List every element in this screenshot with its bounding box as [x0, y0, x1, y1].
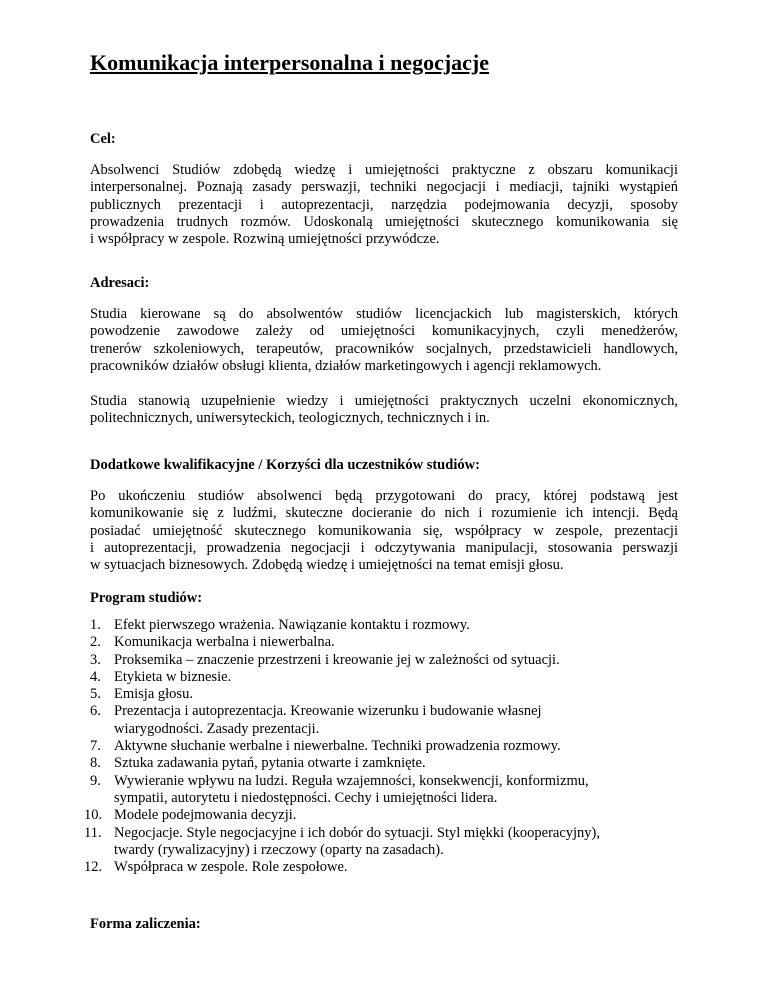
section-heading-adresaci: Adresaci:	[90, 275, 150, 291]
list-number: 1.	[90, 617, 101, 633]
list-number: 7.	[90, 738, 101, 755]
adresaci-paragraph-2	[90, 393, 678, 428]
paragraph-line: prowadzenia trudnych rozmów. Udoskonalą umiejętności skutecznego komunikowania się	[90, 213, 678, 230]
list-item-text: Proksemika – znaczenie przestrzeni i kreowanie jej w zależności od sytuacji.	[114, 651, 560, 668]
program-list	[84, 617, 680, 876]
section-heading-forma: Forma zaliczenia:	[90, 916, 201, 932]
cel-paragraph	[90, 162, 678, 248]
paragraph-line: i autoprezentacji, prowadzenia negocjacji i odczytywania manipulacji, stosowania perswazji	[90, 539, 678, 556]
list-number: 8.	[90, 755, 101, 772]
list-item-text: Komunikacja werbalna i niewerbalna.	[114, 634, 335, 651]
list-number: 3.	[90, 651, 101, 668]
list-number: 4.	[90, 668, 101, 685]
paragraph-line: Studia stanowią uzupełnienie wiedzy i umiejętności praktycznych uczelni ekonomicznych,	[90, 393, 678, 409]
paragraph-line: w sytuacjach biznesowych. Zdobędą wiedzę i umiejętności na temat emisji głosu.	[90, 557, 564, 574]
list-item-text: Efekt pierwszego wrażenia. Nawiązanie kontaktu i rozmowy.	[114, 617, 470, 633]
list-item-text: Modele podejmowania decyzji.	[114, 807, 297, 824]
section-heading-korzysci: Dodatkowe kwalifikacyjne / Korzyści dla uczestników studiów:	[90, 457, 480, 473]
list-number: 5.	[90, 686, 101, 703]
paragraph-line: publicznych prezentacji i autoprezentacji, narzędzia podejmowania decyzji, sposoby	[90, 196, 678, 213]
list-item	[90, 686, 680, 703]
list-item-text: wiarygodności. Zasady prezentacji.	[114, 720, 320, 737]
list-number: 12.	[84, 859, 103, 876]
paragraph-line: trenerów szkoleniowych, terapeutów, pracowników socjalnych, przedstawicieli handlowych,	[90, 340, 678, 357]
paragraph-line: Studia kierowane są do absolwentów studiów licencjackich lub magisterskich, których	[90, 306, 678, 322]
list-item-text: twardy (rywalizacyjny) i rzeczowy (oparty na zasadach).	[114, 841, 444, 858]
paragraph-line: Po ukończeniu studiów absolwenci będą przygotowani do pracy, której podstawą jest	[90, 488, 678, 504]
document-title: Komunikacja interpersonalna i negocjacje	[90, 50, 490, 75]
paragraph-line: powodzenie zawodowe zależy od umiejętności komunikacyjnych, czyli menedżerów,	[90, 323, 678, 340]
list-number: 6.	[90, 703, 101, 720]
list-item	[84, 859, 680, 876]
list-item-text: Emisja głosu.	[114, 686, 193, 703]
list-item-text: Współpraca w zespole. Role zespołowe.	[114, 859, 348, 876]
list-item	[90, 652, 680, 669]
list-item	[90, 703, 680, 738]
list-item-text: Negocjacje. Style negocjacyjne i ich dobór do sytuacji. Styl miękki (kooperacyjny),	[114, 824, 601, 841]
paragraph-line: Absolwenci Studiów zdobędą wiedzę i umiejętności praktyczne z obszaru komunikacji	[90, 162, 678, 178]
list-item-text: Sztuka zadawania pytań, pytania otwarte i zamknięte.	[114, 755, 426, 772]
paragraph-line: posiadać umiejętność skutecznego komunikowania się, współpracy w zespole, prezentacji	[90, 522, 678, 539]
list-item	[90, 773, 680, 808]
list-item-text: Etykieta w biznesie.	[114, 668, 232, 685]
section-heading-cel: Cel:	[90, 131, 116, 147]
paragraph-line: i współpracy w zespole. Rozwiną umiejętności przywódcze.	[90, 231, 440, 248]
list-number: 9.	[90, 772, 101, 789]
list-item	[90, 755, 680, 772]
list-item	[90, 634, 680, 651]
paragraph-line: interpersonalnej. Poznają zasady perswazji, techniki negocjacji i mediacji, tajniki wystąpień	[90, 179, 678, 196]
list-item-text: Wywieranie wpływu na ludzi. Reguła wzajemności, konsekwencji, konformizmu,	[114, 772, 589, 789]
section-heading-program: Program studiów:	[90, 590, 203, 606]
list-item	[90, 669, 680, 686]
adresaci-paragraph-1	[90, 306, 678, 375]
list-item-text: sympatii, autorytetu i niedostępności. Cechy i umiejętności lidera.	[114, 789, 498, 806]
list-number: 2.	[90, 634, 101, 651]
korzysci-paragraph	[90, 488, 678, 574]
list-item	[90, 738, 680, 755]
list-item-text: Prezentacja i autoprezentacja. Kreowanie wizerunku i budowanie własnej	[114, 703, 542, 720]
paragraph-line: komunikowanie się z ludźmi, skuteczne docieranie do nich i rozumienie ich intencji. Będą	[90, 505, 678, 522]
list-item-text: Aktywne słuchanie werbalne i niewerbalne. Techniki prowadzenia rozmowy.	[114, 738, 561, 755]
list-item	[84, 824, 680, 860]
list-number: 11.	[84, 824, 102, 841]
paragraph-line: politechnicznych, uniwersyteckich, teologicznych, technicznych i in.	[90, 410, 490, 427]
list-item	[90, 617, 680, 634]
list-item	[84, 807, 680, 824]
paragraph-line: pracowników działów obsługi klienta, działów marketingowych i agencji reklamowych.	[90, 357, 602, 374]
list-number: 10.	[84, 807, 103, 824]
